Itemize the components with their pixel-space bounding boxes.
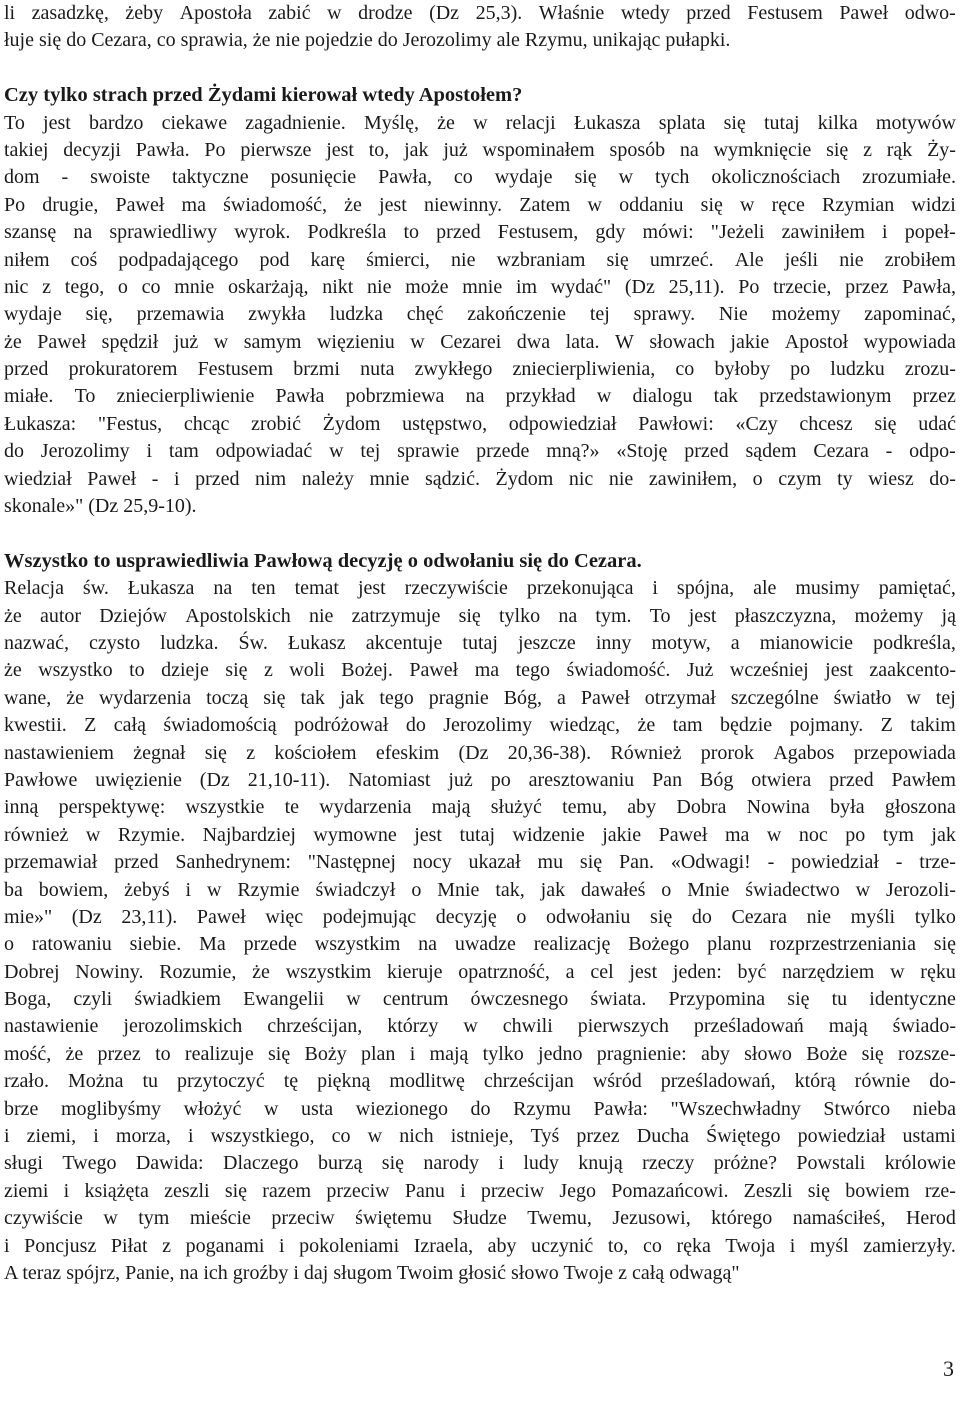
text-line: przed prokuratorem Festusem brzmi nuta zwykłego zniecierpliwienia, co byłoby po ludzku zrozu- [4, 358, 956, 381]
text-line: niłem coś podpadającego pod karę śmierci, nie wzbraniam się umrzeć. Ale jeśli nie zrobiłem [4, 248, 956, 271]
text-line: przemawiał przed Sanhedrynem: "Następnej nocy ukazał mu się Pan. «Odwagi! - powiedział - trze- [4, 851, 956, 874]
text-line: nic z tego, o co mnie oskarżają, nikt nie może mnie im wydać" (Dz 25,11). Po trzecie, przez Pawła, [4, 275, 956, 298]
text-line: skonale»" (Dz 25,9-10). [4, 495, 197, 518]
text-line: sługi Twego Dawida: Dlaczego burzą się narody i ludy knują rzeczy próżne? Powstali królowie [4, 1152, 956, 1175]
text-line: że Paweł spędził już w samym więzieniu w Cezarei dwa lata. W słowach jakie Apostoł wypowiada [4, 330, 956, 353]
page-number: 3 [943, 1356, 954, 1381]
paragraph [4, 0, 956, 55]
heading-line: Czy tylko strach przed Żydami kierował wtedy Apostołem? [4, 84, 523, 107]
text-line: A teraz spójrz, Panie, na ich groźby i daj sługom Twoim głosić słowo Twoje z całą odwagą" [4, 1261, 740, 1284]
text-line: że autor Dziejów Apostolskich nie zatrzymuje się tylko na tym. To jest płaszczyzna, możemy ją [4, 604, 956, 627]
text-line: wydaje się, przemawia zwykła ludzka chęć zakończenie tej sprawy. Nie możemy zapominać, [4, 303, 956, 326]
text-line: nazwać, czysto ludzka. Św. Łukasz akcentuje tutaj jeszcze inny motyw, a mianowicie podkreśla, [4, 631, 956, 654]
paragraph [4, 575, 956, 1287]
text-line: wane, że wydarzenia toczą się tak jak tego pragnie Bóg, a Paweł otrzymał szczególne światło w tej [4, 686, 956, 709]
text-line: i ziemi, i morza, i wszystkiego, co w nich istnieje, Tyś przez Ducha Świętego powiedział ustami [4, 1125, 956, 1148]
text-line: do Jerozolimy i tam odpowiadać w tej sprawie przede mną?» «Stoję przed sądem Cezara - odpo- [4, 440, 956, 463]
text-line: Po drugie, Paweł ma świadomość, że jest niewinny. Zatem w oddaniu się w ręce Rzymian widzi [4, 193, 956, 216]
section-heading [4, 548, 956, 575]
text-line: To jest bardzo ciekawe zagadnienie. Myślę, że w relacji Łukasza splata się tutaj kilka motywów [4, 111, 956, 134]
text-line: brze moglibyśmy włożyć w usta wiezionego do Rzymu Pawła: "Wszechwładny Stwórco nieba [4, 1097, 956, 1120]
text-line: nastawienie jerozolimskich chrześcijan, którzy w chwili pierwszych prześladowań mają świado- [4, 1015, 956, 1038]
text-line: Pawłowe uwięzienie (Dz 21,10-11). Natomiast już po aresztowaniu Pan Bóg otwiera przed Pawłem [4, 768, 956, 791]
text-line: rzało. Można tu przytoczyć tę piękną modlitwę chrześcijan wśród prześladowań, którą równie do- [4, 1070, 956, 1093]
text-line: nastawieniem żegnał się z kościołem efeskim (Dz 20,36-38). Również prorok Agabos przepowiada [4, 741, 956, 764]
text-line: czywiście w tym mieście przeciw świętemu Słudze Twemu, Jezusowi, którego namaściłeś, Herod [4, 1207, 956, 1230]
text-line: takiej decyzji Pawła. Po pierwsze jest to, jak już wspominałem sposób na wymknięcie się z rąk Ży- [4, 138, 956, 161]
text-line: Boga, czyli świadkiem Ewangelii w centrum ówczesnego świata. Przypomina się tu identyczne [4, 988, 956, 1011]
text-line: i Poncjusz Piłat z poganami i pokoleniami Izraela, aby uczynić to, co ręka Twoja i myśl zamierzyły. [4, 1234, 956, 1257]
blank-line [4, 520, 956, 547]
text-line: mie»" (Dz 23,11). Paweł więc podejmując decyzję o odwołaniu się do Cezara nie myśli tylko [4, 905, 956, 928]
document-page [4, 0, 956, 1287]
heading-line: Wszystko to usprawiedliwia Pawłową decyzję o odwołaniu się do Cezara. [4, 549, 642, 572]
section-heading [4, 82, 956, 109]
text-line: wiedział Paweł - i przed nim należy mnie sądzić. Żydom nic nie zawiniłem, o czym ty wiesz do- [4, 467, 956, 490]
text-line: dom - swoiste taktyczne posunięcie Pawła, co wydaje się w tych okolicznościach zrozumiałe. [4, 166, 956, 189]
text-line: szansę na sprawiedliwy wyrok. Podkreśla to przed Festusem, gdy mówi: "Jeżeli zawiniłem i popeł- [4, 221, 956, 244]
text-line: Relacja św. Łukasza na ten temat jest rzeczywiście przekonująca i spójna, ale musimy pamiętać, [4, 577, 956, 600]
text-line: kwestii. Z całą świadomością podróżował do Jerozolimy wiedząc, że tam będzie pojmany. Z takim [4, 714, 956, 737]
text-line: li zasadzkę, żeby Apostoła zabić w drodze (Dz 25,3). Właśnie wtedy przed Festusem Paweł odwo- [4, 2, 956, 24]
text-line: ba bowiem, żebyś i w Rzymie świadczył o Mnie tak, jak dawałeś o Mnie świadectwo w Jerozoli- [4, 878, 956, 901]
text-line: Łukasza: "Festus, chcąc zrobić Żydom ustępstwo, odpowiedział Pawłowi: «Czy chcesz się udać [4, 412, 956, 435]
text-line: że wszystko to dzieje się z woli Bożej. Paweł ma tego świadomość. Już wcześniej jest zaakcento- [4, 659, 956, 682]
text-line: Dobrej Nowiny. Rozumie, że wszystkim kieruje opatrzność, a cel jest jeden: być narzędziem w ręku [4, 960, 956, 983]
text-line: łuje się do Cezara, co sprawia, że nie pojedzie do Jerozolimy ale Rzymu, unikając pułapki. [4, 29, 731, 52]
text-line: również w Rzymie. Najbardziej wymowne jest tutaj widzenie jakie Paweł ma w noc po tym jak [4, 823, 956, 846]
blank-line [4, 55, 956, 82]
text-line: miałe. To zniecierpliwienie Pawła pobrzmiewa na przykład w dialogu tak przedstawionym przez [4, 385, 956, 408]
paragraph [4, 110, 956, 521]
text-line: o ratowaniu siebie. Ma przede wszystkim na uwadze realizację Bożego planu rozprzestrzeniania się [4, 933, 956, 956]
text-line: mość, że przez to realizuje się Boży plan i mają tylko jedno pragnienie: aby słowo Boże się rozsze- [4, 1042, 956, 1065]
text-line: inną perspektywę: wszystkie te wydarzenia mają służyć temu, aby Dobra Nowina była głoszona [4, 796, 956, 819]
text-line: ziemi i książęta zeszli się razem przeciw Panu i przeciw Jego Pomazańcowi. Zeszli się bowiem rze- [4, 1179, 956, 1202]
